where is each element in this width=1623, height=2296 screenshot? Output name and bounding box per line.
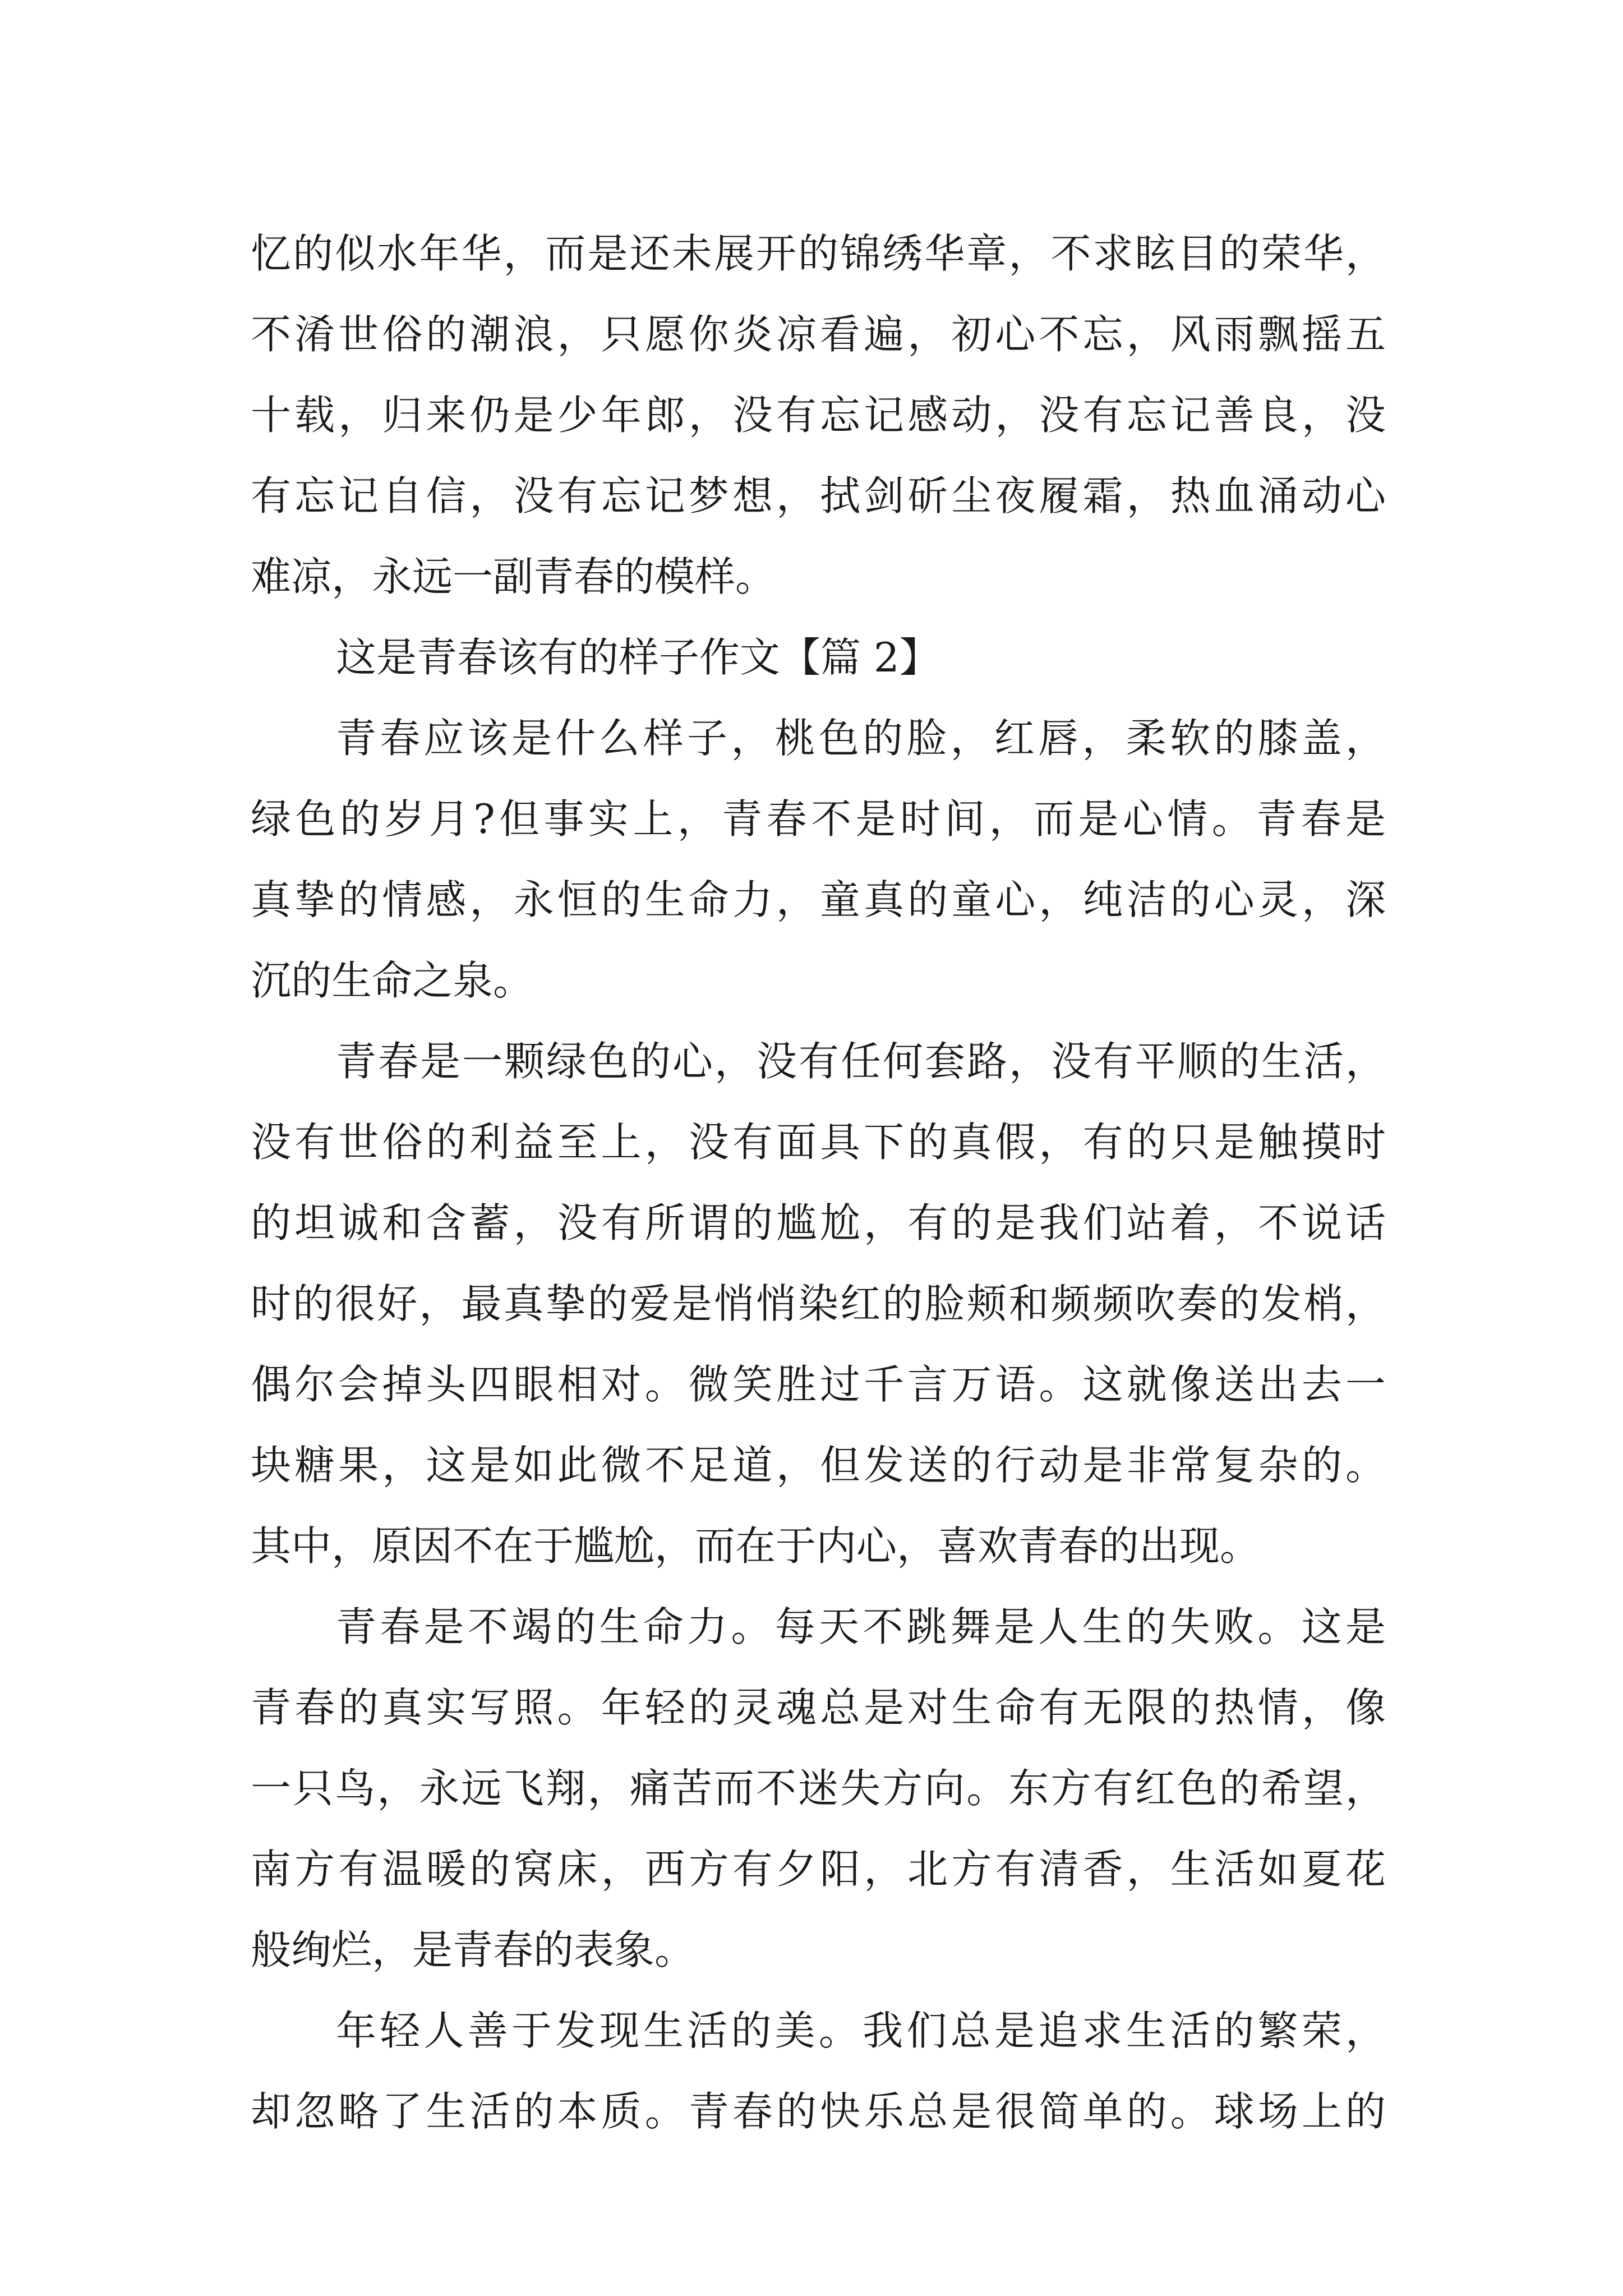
text-line: 十载，归来仍是少年郎，没有忘记感动，没有忘记善良，没 <box>251 392 1386 439</box>
text-line: 绿色的岁月?但事实上，青春不是时间，而是心情。青春是 <box>251 795 1386 843</box>
text-line: 的坦诚和含蓄，没有所谓的尴尬，有的是我们站着，不说话 <box>251 1199 1386 1246</box>
text-line: 有忘记自信，没有忘记梦想，拭剑斫尘夜履霜，热血涌动心 <box>251 472 1386 519</box>
paragraph <box>251 1021 1386 1586</box>
text-line: 年轻人善于发现生活的美。我们总是追求生活的繁荣， <box>336 2007 1386 2054</box>
text-line: 青春应该是什么样子，桃色的脸，红唇，柔软的膝盖， <box>336 715 1386 762</box>
paragraph <box>251 1990 1386 2152</box>
text-line: 南方有温暖的窝床，西方有夕阳，北方有清香，生活如夏花 <box>251 1846 1386 1893</box>
text-line: 块糖果，这是如此微不足道，但发送的行动是非常复杂的。 <box>251 1442 1386 1489</box>
paragraph <box>251 1586 1386 1990</box>
text-line: 偶尔会掉头四眼相对。微笑胜过千言万语。这就像送出去一 <box>251 1361 1386 1408</box>
paragraph <box>251 213 1386 617</box>
text-line: 忆的似水年华，而是还未展开的锦绣华章，不求眩目的荣华， <box>251 230 1386 277</box>
text-line: 时的很好，最真挚的爱是悄悄染红的脸颊和频频吹奏的发梢， <box>251 1280 1386 1327</box>
text-line: 却忽略了生活的本质。青春的快乐总是很简单的。球场上的 <box>251 2088 1386 2135</box>
text-line: 青春是不竭的生命力。每天不跳舞是人生的失败。这是 <box>336 1603 1386 1650</box>
document-body <box>251 213 1386 2152</box>
heading-text: 这是青春该有的样子作文【篇 2】 <box>336 634 940 681</box>
text-line: 其中，原因不在于尴尬，而在于内心，喜欢青春的出现。 <box>251 1522 1261 1570</box>
paragraph <box>251 698 1386 1021</box>
text-line: 真挚的情感，永恒的生命力，童真的童心，纯洁的心灵，深 <box>251 876 1386 923</box>
section-heading <box>251 617 1386 698</box>
text-line: 青春的真实写照。年轻的灵魂总是对生命有无限的热情，像 <box>251 1684 1386 1731</box>
text-line: 沉的生命之泉。 <box>251 957 534 1004</box>
text-line: 没有世俗的利益至上，没有面具下的真假，有的只是触摸时 <box>251 1119 1386 1166</box>
text-line: 一只鸟，永远飞翔，痛苦而不迷失方向。东方有红色的希望， <box>251 1765 1386 1812</box>
text-line: 青春是一颗绿色的心，没有任何套路，没有平顺的生活， <box>336 1038 1386 1085</box>
text-line: 般绚烂，是青春的表象。 <box>251 1926 695 1973</box>
text-line: 不淆世俗的潮浪，只愿你炎凉看遍，初心不忘，风雨飘摇五 <box>251 311 1386 358</box>
text-line: 难凉，永远一副青春的模样。 <box>251 553 776 600</box>
